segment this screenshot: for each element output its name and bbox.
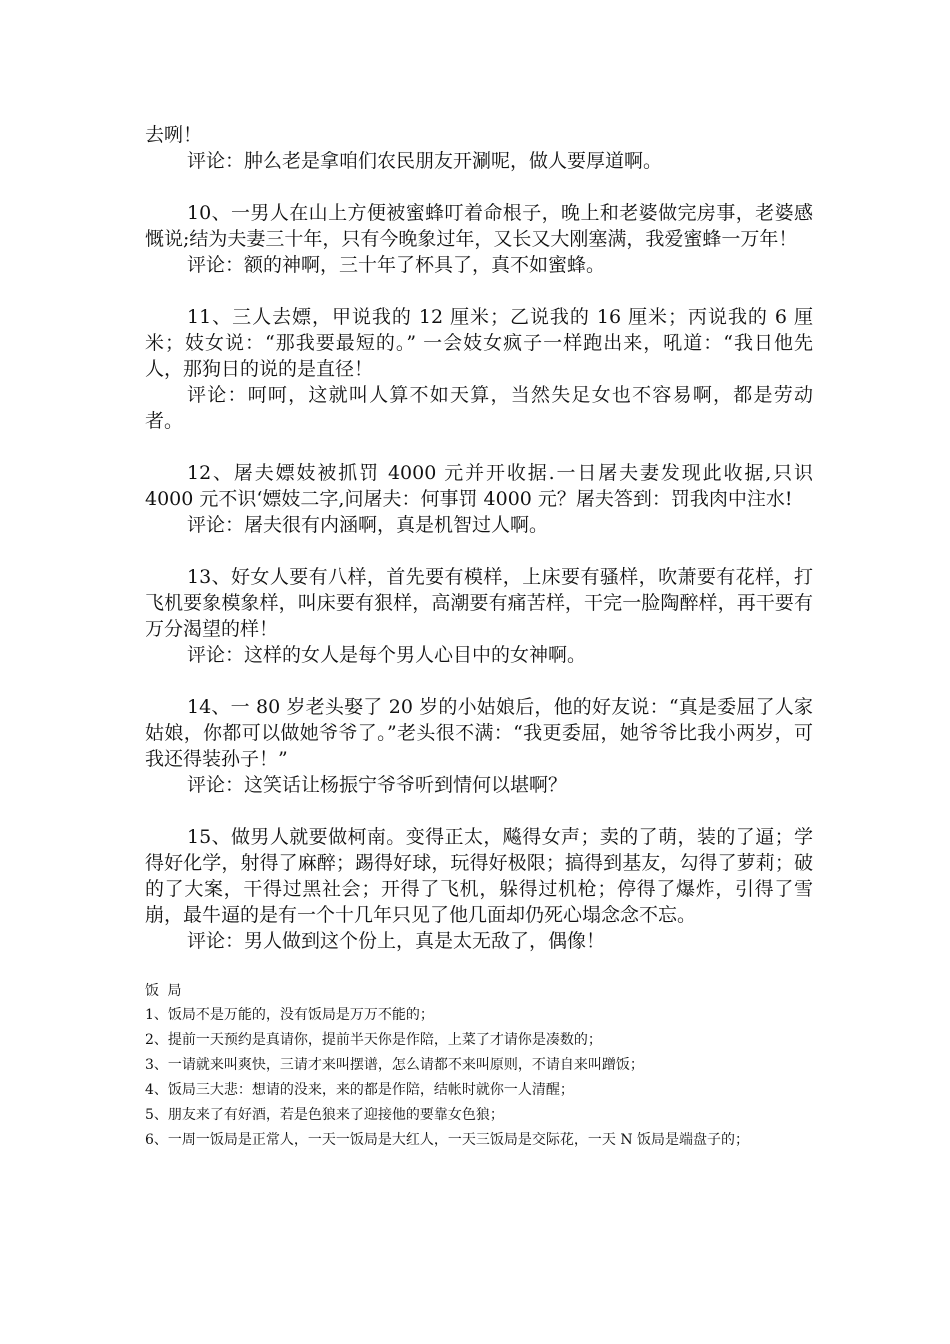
joke-10-text: 10、一男人在山上方便被蜜蜂叮着命根子，晚上和老婆做完房事，老婆感慨说;结为夫妻三十年，只有今晚象过年，又长又大刚塞满，我爱蜜蜂一万年！	[145, 202, 813, 250]
joke-13-text: 13、好女人要有八样，首先要有模样，上床要有骚样，吹萧要有花样，打飞机要象模象样，叫床要有狠样，高潮要有痛苦样，干完一脸陶醉样，再干要有万分渴望的样！	[145, 566, 813, 640]
joke-15-text: 15、做男人就要做柯南。变得正太，飚得女声；卖的了萌，装的了逼；学得好化学，射得了麻醉；踢得好球，玩得好极限；搞得到基友，勾得了萝莉；破的了大案，干得过黑社会；开得了飞机，躲得过机枪；停得了爆炸，引得了雪崩，最牛逼的是有一个十几年只见了他几面却仍死心塌念念不忘。	[145, 826, 813, 926]
joke-12-text: 12、屠夫嫖妓被抓罚 4000 元并开收据.一日屠夫妻发现此收据,只识 4000 元不识‘嫖妓二字,问屠夫：何事罚 4000 元？屠夫答到：罚我肉中注水!	[145, 462, 813, 510]
list-item: 3、一请就来叫爽快，三请才来叫摆谱，怎么请都不来叫原则，不请自来叫蹭饭；	[145, 1057, 644, 1073]
list-item: 1、饭局不是万能的，没有饭局是万万不能的；	[145, 1007, 434, 1023]
paragraph-spacer	[145, 278, 813, 304]
paragraph-spacer	[145, 798, 813, 824]
joke-comment: 评论：肿么老是拿咱们农民朋友开涮呢，做人要厚道啊。	[187, 150, 663, 172]
document-page	[145, 122, 813, 1154]
joke-continuation-text: 去咧！	[145, 124, 203, 146]
list-item: 5、朋友来了有好酒，若是色狼来了迎接他的要靠女色狼；	[145, 1107, 504, 1123]
joke-13-comment: 评论：这样的女人是每个男人心目中的女神啊。	[187, 644, 587, 666]
joke-11-text: 11、三人去嫖，甲说我的 12 厘米；乙说我的 16 厘米；丙说我的 6 厘米；妓女说：“那我要最短的。” 一会妓女疯子一样跑出来，吼道：“我日他先人，那狗日的说的是直径！	[145, 306, 813, 380]
dinner-list	[145, 1004, 813, 1152]
joke-10-comment: 评论：额的神啊，三十年了杯具了，真不如蜜蜂。	[187, 254, 606, 276]
list-item: 6、一周一饭局是正常人，一天一饭局是大红人，一天三饭局是交际花，一天 N 饭局是端盘子的；	[145, 1132, 750, 1148]
joke-14-text: 14、一 80 岁老头娶了 20 岁的小姑娘后，他的好友说：“真是委屈了人家姑娘，你都可以做她爷爷了。”老头很不满：“我更委屈，她爷爷比我小两岁，可我还得装孙子！”	[145, 696, 813, 770]
joke-14-comment: 评论：这笑话让杨振宁爷爷听到情何以堪啊？	[187, 774, 568, 796]
section-title: 饭 局	[145, 983, 184, 999]
paragraph-spacer	[145, 538, 813, 564]
list-item: 2、提前一天预约是真请你，提前半天你是作陪，上菜了才请你是凑数的；	[145, 1032, 602, 1048]
jokes-section	[145, 122, 813, 954]
paragraph-spacer	[145, 668, 813, 694]
paragraph-spacer	[145, 174, 813, 200]
joke-11-comment: 评论：呵呵，这就叫人算不如天算，当然失足女也不容易啊，都是劳动者。	[145, 384, 813, 432]
joke-12-comment: 评论：屠夫很有内涵啊，真是机智过人啊。	[187, 514, 549, 536]
joke-15-comment: 评论：男人做到这个份上，真是太无敌了，偶像！	[187, 930, 606, 952]
paragraph-spacer	[145, 434, 813, 460]
list-item: 4、饭局三大悲：想请的没来，来的都是作陪，结帐时就你一人清醒；	[145, 1082, 574, 1098]
